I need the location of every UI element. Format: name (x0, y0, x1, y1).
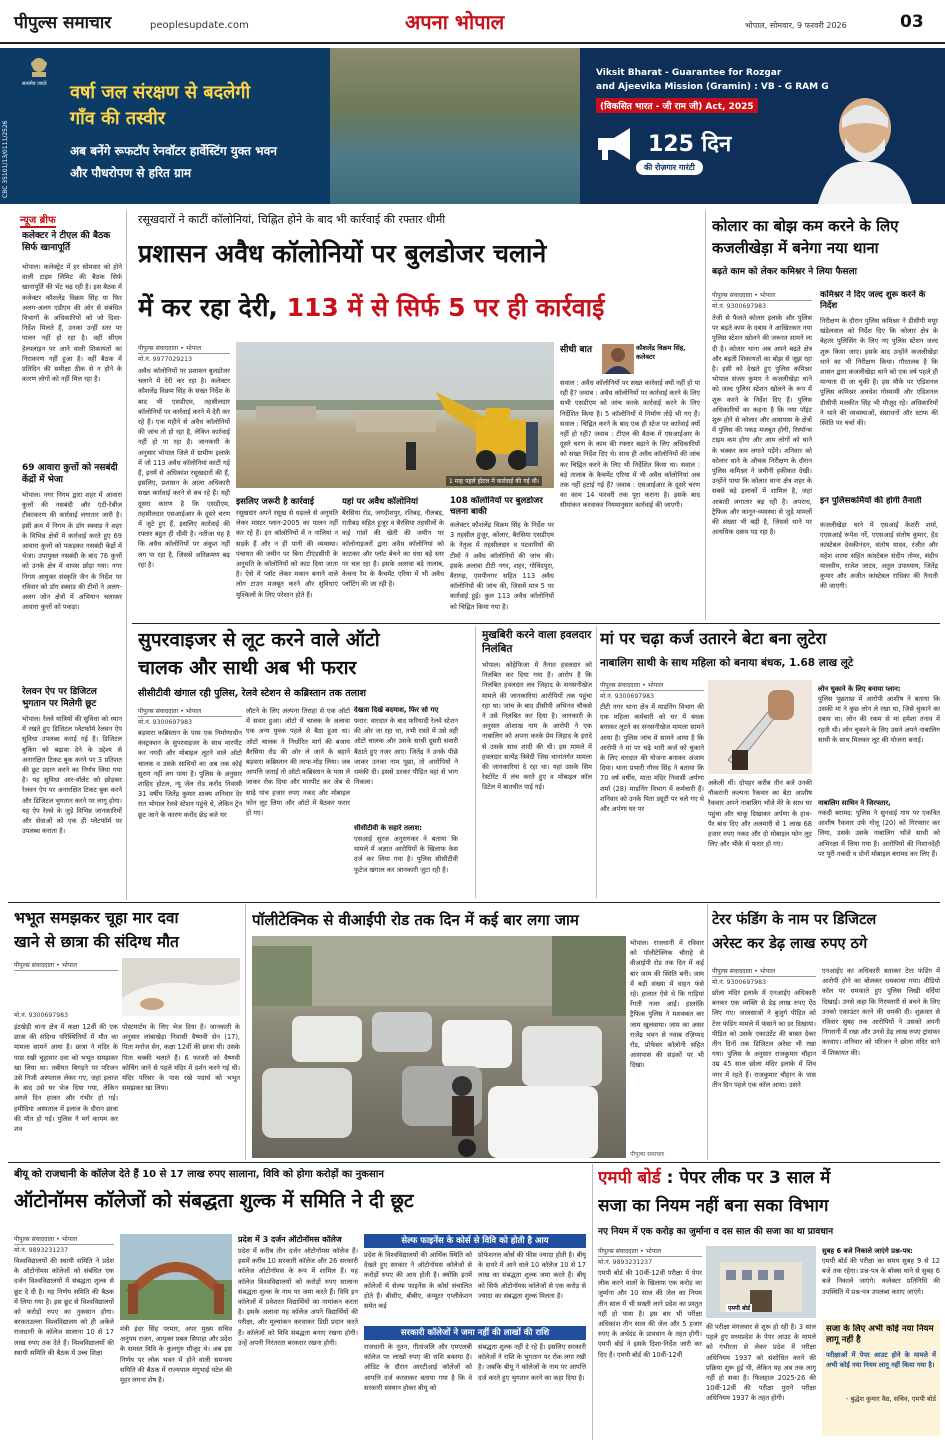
supervisor-column-3-head: देखता दिखे बदमाश, फिर सो गए (354, 706, 439, 714)
ad-code: CBC 35101/13/0111/2526 (2, 120, 9, 198)
bhabhut-byline: पीपुल्स संवाददाता • भोपाल (14, 960, 118, 971)
knife-photo (708, 680, 812, 774)
lead-sub-2-head: यहां पर अवैध कॉलोनियां (342, 497, 419, 507)
kolar-headline-1: कोलार का बोझ कम करने के लिए (712, 217, 899, 235)
section-divider (8, 1162, 940, 1163)
supervisor-column-3b: एसआई सुरज अनुरागकर ने बताया कि मामले में अज्ञात आरोपियों के खिलाफ केस दर्ज कर लिया गया है। पुलिस सीसीटीवी फुटेज खंगाल कर जानकारी जुटा रही है। (354, 835, 458, 874)
bu-caption: मंत्री इंदर सिंह परमार, अपर मुख्य सचिव अनुपम राजन, आयुक्त प्रबल सिपाहा और प्रदेश के समस्त विवि के कुलगुरु मौजूद थे। अब इस निर्णय पर लोक भवन में होने वाली समन्वय समिति की बैठक में राज्यपाल मंगुभाई पटेल की मुहर लगना शेष है। (120, 1325, 232, 1385)
lead-sub-3-head: 108 कॉलोनियों पर बुलडोजर चलना बाकी (450, 496, 543, 517)
lead-sub-2-text: बैरसिया रोड, जगदीशपुर, रतिबड़, नीलबड़, रातीबड़ सहित हुजूर व बैरसिया तहसीलों के कई गांवों की खेती की जमीन पर कॉलोनाइजरों द्वारा अवैध कॉलोनियां को काटकर और प्लॉट बेचने का धंधा बड़े स्तर पर चल रहा है। इसके अलावा बड़े तालाब, केचना रैम के कैचमेंट एरिया में भी अवैध प्लॉटिंग की जा रही है। (342, 509, 444, 589)
ad-headline-1: वर्षा जल संरक्षण से बदलेगी (70, 82, 251, 103)
maa-mobile: मो.नं. 9300697983 (600, 693, 655, 700)
ad-headline-2: गाँव की तस्वीर (70, 108, 166, 129)
ad-days-sub: की रोज़गार गारंटी (636, 160, 703, 175)
mpboard-headline-1a: एमपी बोर्ड (598, 1168, 667, 1188)
supervisor-column-1: बड़वारा कब्रिस्तान के पास एक निर्माणाधीन कंस्ट्रक्शन के सुपरवाइजर के साथ मारपीट कर नगदी और मोबाइल लूटने वाले ऑटो चालक व उसके साथियों का अब तक कोई सुराग नहीं लग पाया है। पुलिस के अनुसार शाहिद होटल, न्यू जेल रोड करोंद निवासी 31 वर्षीय जितेंद्र कुमार शाक्य शनिवार देर रात भोपाल रेलवे स्टेशन पहुंचे थे, लेकिन ट्रेन छूट जाने के कारण करोंद छेड़ बजे घर (138, 729, 242, 819)
mpboard-byline: पीपुल्स संवाददाता • भोपाल (598, 1246, 702, 1257)
mpboard-quote-box (822, 1320, 940, 1436)
ad-banner (0, 48, 945, 204)
emblem-icon (28, 54, 50, 80)
kolar-side-text: निरीक्षण के दौरान पुलिस कमिश्नर ने डीसीपी मयूर खंडेलवाल को निर्देश दिए कि कोलार क्षेत्र के बेहतर पुलिसिंग के लिए नए पुलिस स्टेशन जल्द शुरू किया जाए। इसके बाद उन्होंने कजलीखेड़ा थाने का भी निरीक्षण किया। गौरतलब है कि शासन द्वारा कजलीखेड़ा थाने को एक वर्ष पहले ही मान्यता दी जा चुकी है। इस मौके पर एडिशनल पुलिस कमिश्नर अवधेश गोस्वामी और एडिशनल डीसीपी मलकीत सिंह भी मौजूद रहे। अधिकारियों ने थाने की व्यवस्थाओं, संसाधनों और स्टाफ की स्थिति पर चर्चा की। (820, 317, 938, 428)
kolar-headline-2: कजलीखेड़ा में बनेगा नया थाना (712, 239, 879, 257)
mpboard-photo-label: एमपी बोर्ड (728, 1305, 751, 1312)
kolar-side-head: कमिश्नर ने दिए जल्द शुरू करने के निर्देश (820, 290, 926, 311)
mukhbiri-headline: मुखबिरी करने वाला हवलदार निलंबित (482, 629, 592, 655)
maa-side-2-head: नाबालिग साथिन ने जिरफ्तार, (818, 799, 891, 807)
supervisor-column-3: फरार: वारदात के बाद फरियादी रेलवे स्टेशन की ओर जा रहा था, तभी रास्ते में उसे वही ऑटो चालक और उसके साथी दूसरी सवारी बैठाते हुए नजर आए। जितेंद्र ने उनके पीछे जाकर उनका नाम पूछा, तो आरोपियों ने धमकी दी। इससे डरकर पीड़ित वहां से भाग निकला। (354, 717, 458, 787)
university-gate-photo (120, 1234, 232, 1320)
maa-byline: पीपुल्स संवाददाता • भोपाल (600, 680, 704, 691)
paper-name: पीपुल्स समाचार (14, 13, 112, 33)
bu-bar-1: सेल्फ फाइनेंस के कोर्स से विवि को होती है आय (364, 1234, 586, 1248)
lead-sub-1-head: इसलिए जरूरी है कार्रवाई (236, 497, 314, 507)
bhabhut-mobile: मो.नं. 9300697983 (14, 1012, 69, 1019)
ad-right-line-1: Viksit Bharat - Guarantee for Rozgar (596, 68, 782, 78)
ad-subline-1: अब बनेंगे रूफटॉप रेनवॉटर हार्वेस्टिंग युक्त भवन (70, 144, 277, 158)
lead-mobile: मो.नं. 9977029213 (138, 356, 193, 363)
lead-headline-line-2a: में कर रहा देरी, (138, 293, 287, 322)
brief-3-headline: रेलवन ऐप पर डिजिटल भुगतान पर मिलेगी छूट (22, 687, 97, 709)
collector-photo (602, 344, 634, 374)
masthead (0, 0, 945, 44)
section-divider (132, 623, 940, 624)
bu-bar-1-text: प्रदेश के विश्वविद्यालयों की आर्थिक स्थिति को देखते हुए सरकार ने ऑटोनॉमस कॉलेजों से करोड़ों रुपए की आय होती है। क्योंकि इनमें कॉलेजों में सेल्फ फाइनेंस के कोर्स संचालित होते हैं। बीसीए, बीबीए, कंप्यूटर एप्लीकेशन समेत कई (364, 1251, 472, 1311)
bu-column-2: प्रदेश में करीब तीन दर्जन ऑटोनॉमस कॉलेज हैं। इसमें करीब 10 सरकारी कॉलेज और 26 सरकारी कॉलेज ऑटोनॉमस के रूप में शामिल हैं। यह कॉलेज विश्वविद्यालयों को करोड़ों रुपए सालाना संबद्धता शुल्क के नाम पर जमा करते हैं। विवि इन कॉलेजों में प्रवेशरत विद्यार्थियों का नामांकन करता है। इसके अलावा यह कॉलेज अपने विद्यार्थियों की परीक्षा, और मूल्यांकन करवाकर डिग्री प्रदान करते हैं। कॉलेजों को विवि संबद्धता बनाए रखना होगी। उन्हें अपनी निरंतरता बरकरार रखना होगी। (238, 1247, 358, 1347)
bhabhut-headline-1: भभूत समझकर चूहा मार दवा (14, 909, 179, 927)
terror-headline-1: टेरर फंडिंग के नाम पर डिजिटल (712, 912, 877, 928)
mpboard-building-photo (706, 1246, 816, 1318)
bhabhut-headline-2: खाने से छात्रा की संदिग्ध मौत (14, 933, 179, 951)
mpboard-headline-2: सजा का नियम नहीं बना सका विभाग (598, 1196, 829, 1216)
terror-column-2: एनआईए का अधिकारी बताकर टेरर फंडिंग में आरोपी होने का बोलकर धमकाया गया। वीडियो कॉल पर धमकाते हुए पुलिस लिखी वर्दियां दिखाईं। उनसे कहा कि गिरफ्तारी से बचने के लिए उनको एकाउंटर करने की धमकी दी। शुक्रवार से रविवार सुबह तक आरोपियों ने उसको अपनी निगरानी में रखा और उनसे डेढ़ लाख रुपए ट्रांसफर करवाए। शनिवार को परिजन ने छोला मंदिर थाने में शिकायत की। (822, 967, 940, 1057)
lead-kicker: रसूखदारों ने काटीं कॉलोनियां, चिह्नित होने के बाद भी कार्रवाई की रफ्तार धीमी (138, 213, 446, 226)
supervisor-headline-1: सुपरवाइजर से लूट करने वाले ऑटो (138, 629, 380, 651)
mpboard-side-head: सुबह 6 बजे निकाले जाएंगे प्रश्न-पत्र: (822, 1247, 913, 1255)
maa-column-1: टीटी नगर थाना क्षेत्र में माडनिंग विभाग की एक महिला कर्मचारी को घर में बंधक बनाकर लूटने का सनसनीखेज मामला सामने आया है। पुलिस जांच में सामने आया है कि आरोपी ने मां पर चढ़े भारी कर्ज को चुकाने के लिए वारदात की योजना बनाकर अंजाम दिया। थाना प्रभारी गौरव सिंह ने बताया कि 70 वर्ष वर्षीय, माता मंदिर निवासी अर्पणा शर्मा (28) माडनिंग विभाग में कर्मचारी हैं। शनिवार को उनके पिता ड्यूटी पर चले गए थे और अर्पणा घर पर (600, 703, 704, 814)
mpboard-quote-by: - बुद्धेश कुमार वैद्य, सचिव, एमपी बोर्ड (846, 1395, 936, 1403)
polytechnic-credit: पीपुल्स समाचार (630, 1151, 665, 1158)
lead-headline-line-2 (138, 292, 698, 324)
terror-mobile: मो.नं. 9300697983 (712, 979, 767, 986)
brief-2-headline: 69 आवारा कुत्तों को नसबंदी केंद्रों में भेजा (22, 463, 118, 485)
mpboard-sub: नए नियम में एक करोड़ का जुर्माना व दस साल की सजा का था प्रावधान (598, 1227, 834, 1237)
mpboard-column-1: एमपी बोर्ड की 10वीं-12वीं परीक्षा में पेपर लीक करने वालों के खिलाफ एक करोड़ का जुर्माना और 10 साल की जेल का नियम तीन साल में भी सख्ती लाने प्रदेश का प्रस्तुत नहीं हो पाया है। इस बार भी परीक्षा अधिकांश तीन साल की जेल और 5 हजार रुपए के अर्थदंड के प्रावधान के तहत होगी। एमपी बोर्ड ने इसके दिशा-निर्देश जारी कर दिए हैं। एमपी बोर्ड की 10वीं-12वीं (598, 1269, 702, 1359)
maa-column-2: अकेली थीं। दोपहर करीब तीन बजे उनकी नौकरानी कल्पना रैकवार का बेटा आशीष रैकवार अपने नाबालिग भाँजे मेरे के साथ घर पहुंचा और चाकू दिखाकर अर्पणा के हाथ-पैर बांध दिए और अलमारी से 1 लाख 68 हजार रुपए नकद और दो मोबाइल फोन लूट लिए और भीके से फरार हो गए। (708, 779, 812, 849)
lead-sub-1-text: रसूखदार अपने रसूख से धड़ल्ले से अनुमति लेकर मास्टर प्लान-2005 का पालन नहीं कर रहे हैं। इन कॉलोनियों में न नालियां न सड़कें हैं और न ही पानी की व्यवस्था। पंचायत की जमीन पर बिना टीएंडसीपी के अनुमति के कॉलोनियों को काट दिया जाता है। ऐसे में प्लॉट लेकर मकान बनाने वाले लोग टाउन मजबूत करने और सुविधाएं मुश्किलों के लिए परेशान होते हैं। (236, 509, 338, 599)
bu-bar-1-text-2: प्रोफेशनल कोर्स की फीस ज्यादा होती है। बीयू के दायरे में आने वाले 10 कॉलेज 10 से 17 लाख का संबद्धता शुल्क जमा करते हैं। बीयू को सिर्फ ऑटोनॉमस कॉलेजों से एक करोड़ से ज्यादा का संबद्धता शुल्क मिलता है। (478, 1251, 586, 1300)
bulldozer-photo (236, 342, 554, 488)
column-divider (245, 904, 246, 1160)
bhabhut-column-2: पोस्टमार्टम के लिए भेज दिया है। जानकारी के अनुसार लांबाखेड़ा निवासी वैष्णवी सेन (17), पिता मनोज सेन, कक्षा 12वीं की छात्रा थी। उसके पिता चक्की चलाते हैं। 6 फरवरी को वैष्णवी कोचिंग जाने से पहले मंदिर में दर्शन करने गई थी। मंदिर परिसर के पास रखे पदार्थ को भभूत समझकर खा लिया। (122, 1023, 240, 1093)
column-divider (126, 210, 127, 900)
column-divider (475, 626, 476, 898)
kolar-byline: पीपुल्स संवाददाता • भोपाल (712, 290, 812, 301)
brief-1-text: भोपाल। कलेक्ट्रेट में हर सोमवार को होने वाली टाइम लिमिट की बैठक सिर्फ खानापूर्ति की भेंट चढ़ रही है। इस बैठक में कलेक्टर कौशलेंद्र विक्रम सिंह या फिर अलग-अलग एडीएम की ओर से संबंधित विभागों के अधिकारियों को जो दिशा-निर्देश मिलते हैं, उनका उन्हीं स्तर पर पालन नहीं हो रहा है। वहीं सीएम हेल्पलाइन पर आने वाली शिकायतों का निराकरण नहीं हुआ है। वहीं बैठक में प्रतिदिन की समीक्षा ठीक से न होने के कारण लोगों को नहीं मिल रहा है। (22, 263, 122, 384)
kolar-side2-text: कजलीखेड़ा थाने में एसआई केशरी शर्मा, एएसआई रूपेश नर्रे, एएसआई संतोष कुमार, हेड कांस्टेबल देवकीनंदन, संतोष यादव, रंजीत और महेश शरमा सहित कांस्टेबल संदीप तोमर, संदीप मालवीय, राजेश जाटव, अतुल उपाध्याय, जितेंद्र कुमार और अजीत कांस्टेबल राधिका की तैनाती की जाएगी। (820, 521, 938, 591)
terror-column-1: छोला मंदिर इलाके में एनआईए अधिकारी बनकर एक व्यक्ति से डेढ़ लाख रुपए ऐंठ लिए गए। जालसाजों ने बुजुर्ग पीड़ित को टेरर फंडिंग मामले में फंसाने का डर दिखाया। पीड़ित को उसके एकाउंटेंट की बाबत देकर तीन दिनों तक डिजिटल अरेस्ट भी रखा गया। पुलिस के अनुसार राजकुमार चौहान उम्र 45 साल छोला मंदिर इलाके में शिव नगर में रहते हैं। राजकुमार चौहान के पास तीन दिन पहले एक कॉल आया। उसने (712, 989, 816, 1089)
bu-column-1: विश्वविद्यालयों की स्थायी समिति ने प्रदेश के ऑटोनॉमस कॉलेजों को संबंधित एक दर्जन विश्वविद्यालयों में संबद्धता शुल्क से छूट दे दी है। यह निर्णय समिति की बैठक में लिया गया है। इस छूट से विश्वविद्यालयों को करोड़ों रुपए का नुकसान होगा। बरकतउल्ला विश्वविद्यालय को ही अकेले राजधानी के कॉलेज सालाना 10 से 17 लाख रुपए तक देते हैं। विश्वविद्यालयों की स्थायी समिति की बैठक में उच्च शिक्षा (14, 1257, 114, 1357)
section-divider (8, 902, 940, 903)
terror-byline: पीपुल्स संवाददाता • भोपाल (712, 966, 816, 977)
ad-right-line-2: and Ajeevika Mission (Gramin) : VB - G RAM G (596, 82, 829, 92)
bu-mobile: मो.नं. 9893231237 (14, 1247, 69, 1254)
ad-right-line-3: (विकसित भारत - जी राम जी) Act, 2025 (596, 98, 758, 113)
column-divider (705, 210, 706, 620)
mpboard-quote-head: सजा के लिए अभी कोई नया नियम लागू नहीं है (826, 1324, 934, 1345)
supervisor-mobile: मो.नं. 9300697983 (138, 719, 193, 726)
kolar-sub: बढ़ते काम को लेकर कमिश्नर ने लिया फैसला (712, 267, 857, 277)
column-divider (592, 1164, 593, 1440)
bhabhut-column-1: इंटखेड़ी थाना क्षेत्र में कक्षा 12वीं की एक छात्रा की संदिग्ध परिस्थितियों में मौत का मामला सामने आया है। छात्रा ने मंदिर के पास रखी चूहामार दवा को भभूत समझकर खा लिया था। तबीयत बिगड़ने पर परिजन उसे निजी अस्पताल लेकर गए, जहां इलाज के बाद उसे घर भेज दिया गया, लेकिन अगले दिन हालत और गंभीर हो गई। हमीदिया अस्पताल में इलाज के दौरान छात्रा की मौत हो गई। पुलिस ने मर्ग कायम कर शव (14, 1023, 118, 1134)
column-divider (596, 626, 597, 898)
maa-side-1-head: लोन चुकाने के लिए बनाया प्लान: (818, 685, 901, 693)
bu-bar-2: सरकारी कॉलेजों ने जमा नहीं की लाखों की राशि (364, 1326, 586, 1340)
bu-kicker: बीयू को राजधानी के कॉलेज देते हैं 10 से 17 लाख रुपए सालाना, विवि को होगा करोड़ों का नुकसान (14, 1169, 384, 1180)
ad-water-image (330, 48, 590, 204)
mpboard-headline-1b: : पेपर लीक पर 3 साल में (666, 1168, 831, 1188)
interview-tag: सीधी बात (560, 345, 593, 355)
polytechnic-headline: पॉलीटेक्निक से वीआईपी रोड तक दिन में कई बार लगा जाम (252, 911, 579, 929)
site-url[interactable]: peoplesupdate.com (150, 20, 249, 31)
ad-subline-2: और पौधरोपण से हरित ग्राम (70, 166, 192, 180)
brief-3-text: भोपाल। रेलवे यात्रियों की सुविधा को ध्यान में रखते हुए डिजिटल प्लेटफॉर्म रेलवन ऐप सुविधा उपलब्ध कराई गई है। डिजिटल बुकिंग को बढ़ावा देने के उद्देश्य से अनारक्षित टिकट बुक करने पर 3 प्रतिशत की छूट प्रदान करने का निर्णय लिया गया है। यह सुविधा आर-वॉलेट को छोड़कर रेलवन ऐप पर अनारक्षित टिकट बुक करने और डिजिटल भुगतान करने पर लागू होगा। यह ऐप रेलवे के जुड़े विभिन्न जानकारियों और सेवाओं को एक ही प्लेटफॉर्म पर उपलब्ध कराता है। (22, 715, 122, 836)
body-cloth-photo (122, 958, 240, 1016)
mpboard-quote: परीक्षाओं में पेपर आउट होने के मामले में अभी कोई नया नियम लागू नहीं किया गया है। (826, 1351, 936, 1370)
column-divider (707, 904, 708, 1160)
dateline: भोपाल, सोमवार, 9 फरवरी 2026 (745, 21, 847, 30)
section-title: अपना भोपाल (405, 10, 505, 34)
bu-bar-2-text-2: संबद्धता शुल्क नहीं दे रहे हैं। इसलिए सरकारी कॉलेजों ने राशि के भुगतान पर रोक लगा रखी है। जबकि बीयू ने कॉलेजों के नाम पर आपत्ति दर्ज करते हुए भुगतान करने का कहा दिया है। (478, 1343, 586, 1382)
lead-column-1: अवैध कॉलोनियों पर प्रशासन बुलडोजर चलाने में देरी कर रहा है। कलेक्टर कौशलेंद्र विक्रम सिंह के सख्त निर्देश के बाद भी एसडीएम, तहसीलदार कॉलोनियों पर कार्रवाई करने में देरी कर रहे हैं। एक महीने से अवैध कॉलोनियों की जांच तो हो रहा है, लेकिन कार्रवाई नहीं हो पा रहा है। जानकारी के अनुसार भोपाल जिले में ग्रामीण इलाके में जो 113 अवैध कॉलोनियां काटी गई हैं, इनमें से अधिकांश रसूखदारों की हैं, इसलिए, प्रशासन के आला अधिकारी सख्त कार्रवाई करने से बच रहे हैं। यही दूसरा कारण है कि एसडीएम, तहसीलदार एसआईआर के दूसरे चरण में जुटे हुए हैं, इसलिए कार्रवाई की रफ्तार बहुत ही धीमी है। नतीजा यह है कि अवैध कॉलोनियों पर अंकुश नहीं लग पा रहा है, जिससे अतिक्रमण बढ़ रहा है। (138, 367, 230, 569)
leader-portrait (810, 88, 920, 204)
mpboard-column-2: की परीक्षा मंगलवार से शुरू हो रही है। 3 साल पहले हुए मध्यप्रदेश के पेपर आउट के मामले को गंभीरता से लेकर प्रदेश में परीक्षा अधिनियम 1937 को संशोधित करने की प्रक्रिया शुरू हुई थी, लेकिन यह अब तक लागू नहीं हो सका है। फिलहाल 2025-26 की 10वीं-12वीं की परीक्षा पुराने परीक्षा अधिनियम 1937 के तहत होगी। (706, 1323, 816, 1403)
news-brief-tag: न्यूज ब्रीफ (20, 212, 56, 228)
lead-sub-3-text: कलेक्टर कौशलेंद्र विक्रम सिंह के निर्देश पर 3 तहसील हुजूर, कोलार, बैरसिया एसडीएम के नेतृत्व में तहसीलदार व पटवारियों की टीमों ने अवैध कॉलोनियों की जांच की। इसके अलावा टीटी नगर, शहर, गोविंदपुरा, बैरागढ़, एमपीनगर सहित 113 अवैध कॉलोनियों की जांच की, जिसमें मात्र 5 पर कार्रवाई हुई। कुल 113 अवैध कॉलोनियों को चिह्नित किया गया है। (450, 521, 554, 611)
lead-byline: पीपुल्स संवाददाता • भोपाल (138, 343, 230, 354)
maa-sub: नाबालिग साथी के साथ महिला को बनाया बंधक, 1.68 लाख लूटे (600, 657, 854, 669)
bu-byline: पीपुल्स संवाददाता • भोपाल (14, 1234, 114, 1245)
bu-bar-2-text: राजधानी के नूतन, गीतांजलि और एमएलबी कॉलेज पर लाखों रुपए की राशि बकाया है। ऑडिट के दौरान आरटीआई कॉलेजों को आपत्ति दर्ज करवाकर बताया गया है कि वे सरकारी संस्थान होकर बीयू को (364, 1343, 472, 1392)
supervisor-column-2: लौटने के लिए अल्पना तिराहा से एक ऑटो में सवार हुआ। ऑटो में चालक के अलावा एक अन्य युवक पहले से बैठा हुआ था। ऑटो चालक ने निर्धारित मार्ग की बजाय बैरसिया रोड की ओर ले जाने के बहाने बड़वारा कब्रिस्तान की तरफ मोड़ लिया। जब आपत्ति जताई तो ऑटो कब्रिस्तान के पास ले जाकर रोक दिया और मारपीट कर जेब से साढ़े पांच हजार रुपए नकद और मोबाइल फोन लूट लिया और ऑटो में बैठकर फरार हो गए। (246, 707, 350, 818)
maa-side-1: पुलिस पूछताछ में आरोपी आशीष ने बताया कि उसकी मां ने कुछ लोन ले रखा था, जिसे चुकाने का दबाव था। लोन की रकम से मां हमेशा तनाव में रहती थी। लोन चुकाने के लिए उसने अपने नाबालिग साथी के साथ मिलकर लूट की योजना बनाई। (818, 695, 940, 744)
page-number: 03 (900, 12, 924, 32)
megaphone-icon (592, 122, 636, 166)
terror-headline-2: अरेस्ट कर डेढ़ लाख रुपए ठगे (712, 936, 868, 952)
supervisor-sub: सीसीटीवी खंगाल रही पुलिस, रेलवे स्टेशन से कब्रिस्तान तक तलाश (138, 688, 367, 699)
traffic-jam-photo (252, 936, 626, 1158)
bu-headline: ऑटोनॉमस कॉलेजों को संबद्धता शुल्क में समिति ने दी छूट (14, 1190, 414, 1212)
kolar-side2-head: इन पुलिसकर्मियों की होगी तैनाती (820, 496, 922, 506)
supervisor-byline: पीपुल्स संवाददाता • भोपाल (138, 706, 242, 717)
lead-headline-line-1: प्रशासन अवैध कॉलोनियों पर बुलडोजर चलाने (138, 239, 547, 268)
maa-side-2: नकदी बरामद: पुलिस ने सुनवाई गाय पर एकत्रित आशीष रैकवार उर्फ गोलू (20) को गिरफ्तार कर लिया, उसके उसके नाबालिग भाँजे साथी को अभिरक्षा में लिया गया है। आरोपियों की निशानदेही पर पूरी नकदी व दोनों मोबाइल बरामद कर लिए हैं। (818, 809, 940, 858)
lead-headline-line-2b: 113 में से सिर्फ 5 पर ही कार्रवाई (286, 293, 605, 322)
maa-headline: मां पर चढ़ा कर्ज उतारने बेटा बना लुटेरा (600, 629, 827, 648)
kolar-mobile: मो.नं. 9300697983 (712, 303, 767, 310)
brief-2-text: भोपाल। नगर निगम द्वारा शहर में आवारा कुत्तों की नसबंदी और एंटी-रेबीज टीकाकरण की कार्रवाई लगातार जारी है। इसी क्रम में निगम के डॉग स्क्वाड ने शहर के विभिन्न क्षेत्रों में कार्रवाई करते हुए 69 आवारा कुत्तों को पकड़कर नसबंदी केंद्रों में भेजा। उपायुक्त नसबंदी के बाद 76 कुत्तों को उनके क्षेत्र में वापस छोड़ा गया। नगर निगम आयुक्त संस्कृति जैन के निर्देश पर रविवार को डॉग स्क्वाड की टीमों ने अलग-अलग जोन क्षेत्रों में अभियान चलाकर आवारा कुत्तों को पकड़ा। (22, 491, 122, 612)
mpboard-headline-1 (598, 1166, 940, 1190)
polytechnic-text: भोपाल। राजधानी में रविवार को पॉलीटेक्निक चौराहे से वीआईपी रोड तक दिन में कई बार जाम की स्थिति बनी। जाम में बड़ी संख्या में वाहन फंसे रहे। हालात ऐसे थे कि गाड़ियां रेंगती नजर आईं। हालांकि ट्रैफिक पुलिस ने मशक्कत कर जाम खुलवाया। जाम का असर राजेंद्र भवन से नवाब रज़िय्यद रोड, प्रोफेसर कॉलोनी सहित आसपास की सड़कों पर भी दिखा। (630, 939, 704, 1070)
bu-column-2-head: प्रदेश में 3 दर्जन ऑटोनॉमस कॉलेज (238, 1235, 342, 1244)
mukhbiri-text: भोपाल। कोहेफिजा में तैनात हवलदार को निलंबित कर दिया गया है। आरोप है कि निलंबित हवलदार लव जिहाद के सनसनीखेज मामले की जानकारियां आरोपियों तक पहुंचा रहा था। जांच के बाद डीसीपी अभिनव चौकसे ने उसे निलंबित कर दिया है। जानकारी के अनुसार ओशाख नाम के आरोपी ने एक नाबालिग को अपना करके प्रेम जिहाद के इरादे से उसके साथ शादी की थी। इस मामले में हवलदार सत्येंद्र त्रिवेदी जिस थानांतर्गत मामला की जानकारियां दे रहा था। यहां उसके सिम रेस्टोरेंट में लंच करते हुए व मोबाइल कॉल डिटेल में बातचीत पाई गई। (482, 661, 592, 792)
kolar-column-1: तेजी से फैलते कोलार इलाके और पुलिस पर बढ़ते काम के दबाव ने आखिरकार नया पुलिस स्टेशन खोलने की जरूरत सामने ला दी है। कोलार थाना अब अपने बढ़ते क्षेत्र और बढ़ती शिकायतों का बोझ से जूझ रहा है। इसी को देखते हुए पुलिस कमिश्नर भोपाल संजय कुमार ने कजलीखेड़ा थाने को जल्द पुलिस स्टेशन खोलने के रूप में शुरू करने के निर्देश दिए हैं। पुलिस अधिकारियों का कहना है कि नया पॉइंट शुरू होने से कोलार और आसपास के क्षेत्रों में पुलिस की पकड़ मजबूत होगी, रिस्पॉन्स टाइम कम होगा और आम लोगों को थाने के चक्कर कम लगाने पड़ेंगे। शनिवार को कोलार थाने के औचक निरीक्षण के दौरान पुलिस कमिश्नर ने जमीनी हकीकत देखी। उन्होंने पाया कि कोलार थाना क्षेत्र शहर के सबसे बड़े इलाकों में शामिल है, जहां आबादी लगातार बढ़ रही है। अपराध, ट्रैफिक और कानून-व्यवस्था से जुड़े मामलों की संख्या भी बढ़ी है, जिससे थाने पर अत्यधिक दबाव पड़ रहा है। (712, 314, 812, 537)
photo-caption: 1 माह पहले होटल में कार्रवाई की गई थी। (446, 476, 542, 486)
brief-1-headline: कलेक्टर ने टीएल की बैठक सिर्फ खानापूर्ति (22, 231, 111, 253)
supervisor-headline-2: चालक और साथी अब भी फरार (138, 657, 357, 679)
mpboard-side: एमपी बोर्ड की परीक्षा का समय सुबह 9 से 12 बजे तक रहेगा। प्रश्न-पत्र के बॉक्स थाने से सुबह 6 बजे निकाले जाएंगे। कलेक्टर प्रतिनिधि की उपस्थिति में प्रश्न-पत्र उपलब्ध कराए जाएंगे। (822, 1257, 940, 1296)
emblem-text: सत्यमेव जयते (22, 81, 47, 87)
ad-days: 125 दिन (648, 132, 732, 157)
interview-text: सवाल : अवैध कॉलोनियों पर सख्त कार्रवाई क्यों नहीं हो पा रही है? जवाब : अवैध कॉलोनियों पर कार्रवाई करने के लिए सभी एसडीएम को जांच करके कार्रवाई करने के लिए निर्देशित किया है। 5 कॉलोनियों में निर्माण तोड़े भी गए हैं। सवाल : चिह्नित करने के बाद एक ही स्टेज पर कार्रवाई क्यों नहीं हो रही? जवाब : टीएल की बैठक में एसआईआर के दूसरे चरण के काम की रफ्तार बढ़ाने के लिए अधिकारियों को सख्त निर्देश दिए थे। साथ ही अवैध कॉलोनियों की जांच कर चिह्नित करने के लिए भी निर्देशित किया था। सवाल : बड़े तालाब के कैचमेंट एरिया में भी अवैध कॉलोनियां अब तक नहीं हटाई गई हैं? जवाब : एसआईआर के दूसरे चरण का काम 14 फरवरी तक पूरा कराना है। इसके बाद सीमांकन करवाकर नियमानुसार कार्रवाई की जाएगी। (560, 379, 700, 510)
interview-name: कौशलेंद्र विक्रम सिंह, कलेक्टर (636, 344, 686, 361)
supervisor-column-3b-head: सीसीटीवी के सहारे तलाश: (354, 824, 423, 832)
mpboard-mobile: मो.नं. 9893231237 (598, 1259, 653, 1266)
